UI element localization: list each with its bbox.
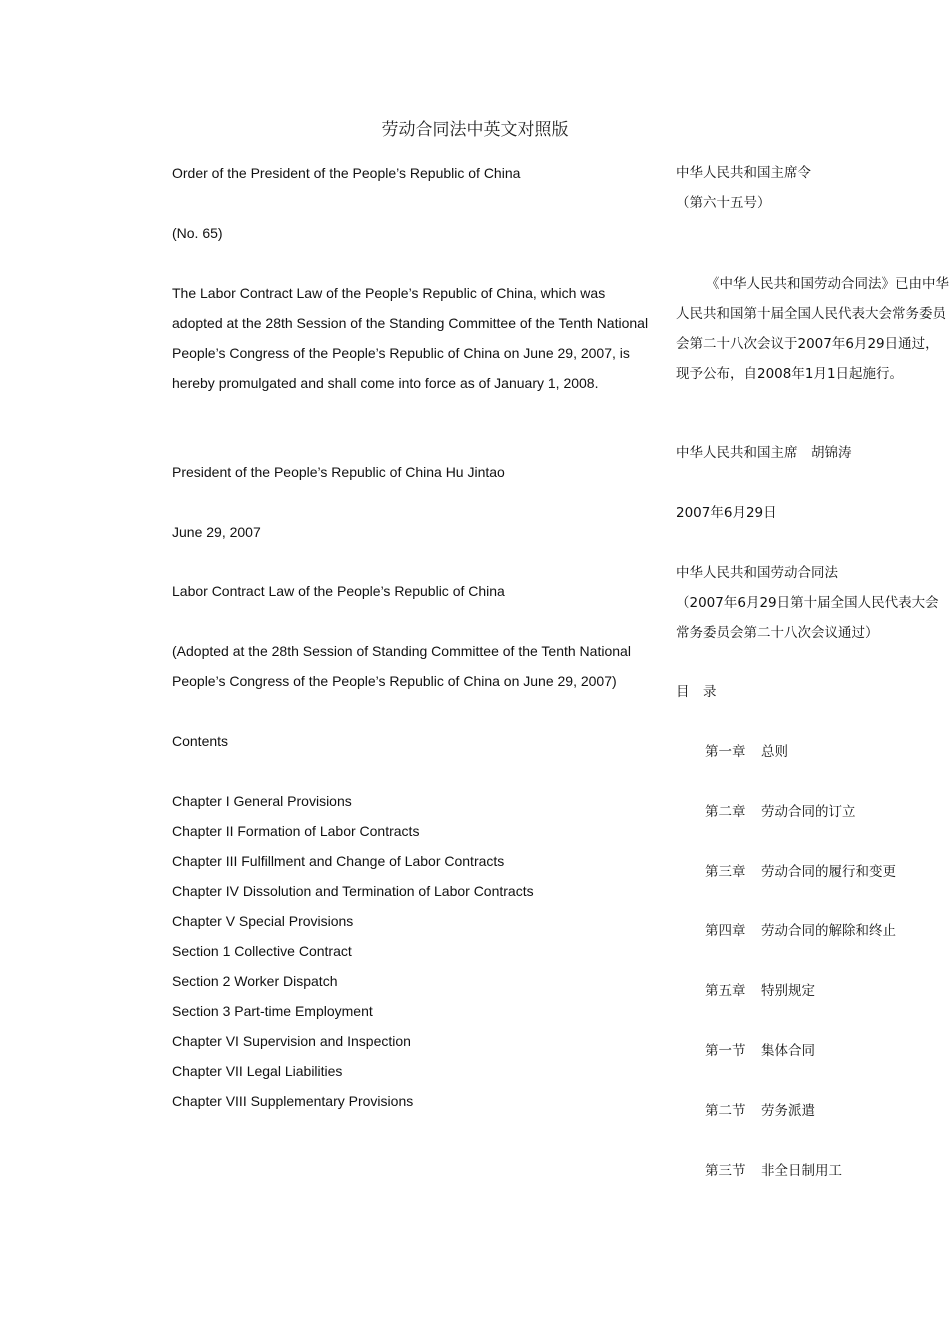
en-toc-item: Section 3 Part-time Employment <box>172 1003 373 1019</box>
en-preamble: The Labor Contract Law of the People’s Republic of China, which was adopted at the 28th Session of the Standing Committee of the Tenth National People’s Congress of the People’s Republic of China on June 29, 2007, is hereby promulgated and shall come into force as of January 1, 2008. <box>172 285 649 391</box>
zh-toc-item: 第一章 总则 <box>705 744 788 760</box>
zh-contents-label: 目 录 <box>676 684 717 700</box>
zh-number: （第六十五号） <box>676 195 771 211</box>
en-toc-item: Chapter VII Legal Liabilities <box>172 1063 343 1079</box>
zh-toc-item: 第三章 劳动合同的履行和变更 <box>705 864 896 880</box>
en-number: (No. 65) <box>172 225 223 241</box>
zh-president: 中华人民共和国主席 胡锦涛 <box>676 445 852 461</box>
document-title: 劳动合同法中英文对照版 <box>381 120 569 140</box>
zh-toc-item: 第二节 劳务派遣 <box>705 1103 815 1119</box>
zh-toc-item: 第二章 劳动合同的订立 <box>705 804 856 820</box>
en-contents-list <box>172 786 652 1116</box>
zh-preamble: 《中华人民共和国劳动合同法》已由中华人民共和国第十届全国人民代表大会常务委员会第二十八次会议于2007年6月29日通过，现予公布，自2008年1月1日起施行。 <box>676 276 949 382</box>
zh-adopted: （2007年6月29日第十届全国人民代表大会常务委员会第二十八次会议通过） <box>676 595 939 641</box>
zh-law-title: 中华人民共和国劳动合同法 <box>676 565 838 581</box>
en-toc-item: Chapter I General Provisions <box>172 793 352 809</box>
en-toc-item: Chapter III Fulfillment and Change of Labor Contracts <box>172 853 505 869</box>
en-toc-item: Chapter VI Supervision and Inspection <box>172 1033 411 1049</box>
en-toc-item: Chapter IV Dissolution and Termination of Labor Contracts <box>172 883 534 899</box>
zh-date: 2007年6月29日 <box>676 505 777 521</box>
en-toc-item: Section 2 Worker Dispatch <box>172 973 338 989</box>
zh-toc-item: 第一节 集体合同 <box>705 1043 815 1059</box>
zh-order: 中华人民共和国主席令 <box>676 165 811 181</box>
en-president: President of the People’s Republic of China Hu Jintao <box>172 464 505 480</box>
en-toc-item: Chapter V Special Provisions <box>172 913 354 929</box>
en-toc-item: Chapter II Formation of Labor Contracts <box>172 823 420 839</box>
en-date: June 29, 2007 <box>172 524 261 540</box>
zh-toc-item: 第三节 非全日制用工 <box>705 1163 842 1179</box>
en-contents-label: Contents <box>172 733 229 749</box>
zh-toc-item: 第五章 特别规定 <box>705 983 815 999</box>
en-order: Order of the President of the People’s Republic of China <box>172 165 521 181</box>
en-law-title: Labor Contract Law of the People’s Republic of China <box>172 583 505 599</box>
en-toc-item: Section 1 Collective Contract <box>172 943 352 959</box>
zh-toc-item: 第四章 劳动合同的解除和终止 <box>705 923 896 939</box>
en-toc-item: Chapter VIII Supplementary Provisions <box>172 1093 414 1109</box>
en-adopted: (Adopted at the 28th Session of Standing Committee of the Tenth National People’s Congress of the People’s Republic of China on June 29, 2007) <box>172 643 631 689</box>
